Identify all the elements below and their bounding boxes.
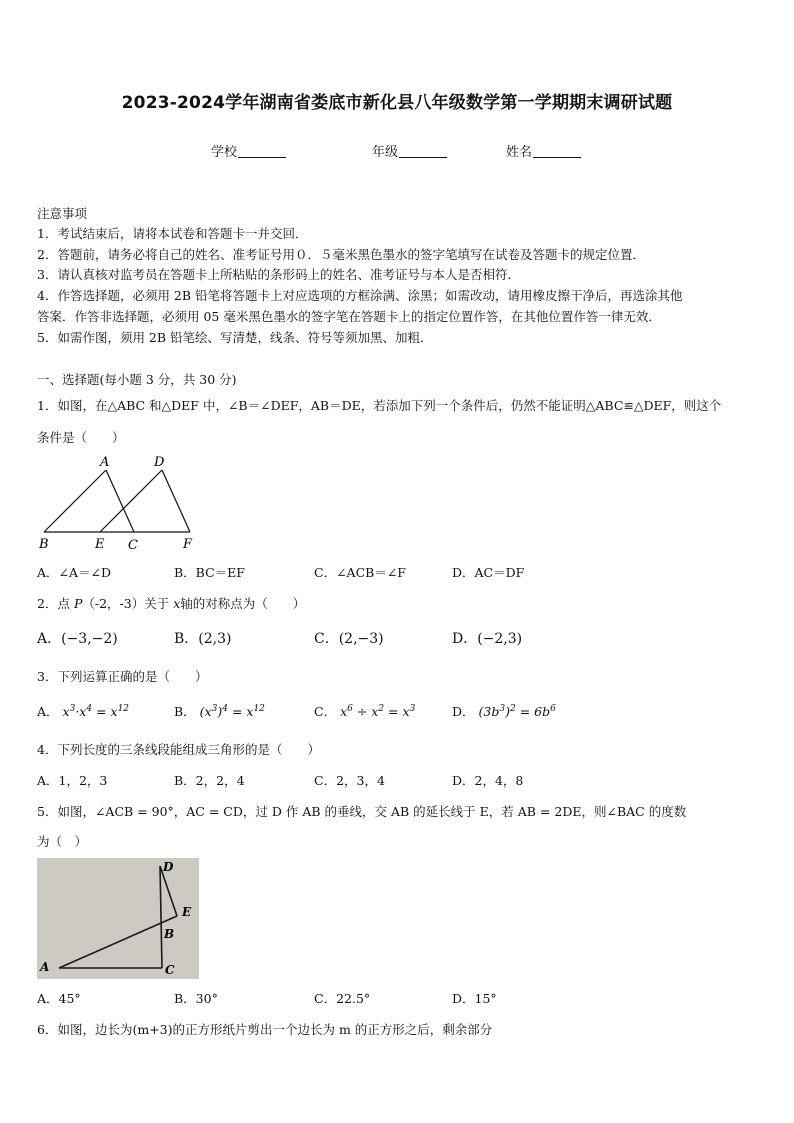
grade-field[interactable]	[372, 141, 447, 160]
option-d[interactable]	[452, 702, 556, 720]
question-5-figure-photo	[37, 858, 199, 979]
option-math: $x^3\cdot x^4 = x^{12}$	[62, 703, 130, 719]
label-d: D	[163, 860, 174, 874]
option-b[interactable]: B．30°	[174, 991, 218, 1006]
q2-axis: x	[173, 596, 181, 611]
school-label: 学校	[211, 145, 238, 160]
option-d[interactable]: D．AC＝DF	[452, 565, 525, 580]
name-label: 姓名	[506, 145, 533, 160]
option-a[interactable]: A．∠A＝∠D	[37, 565, 112, 580]
option-a[interactable]: A．(−3,−2)	[37, 631, 118, 647]
option-letter: C．	[314, 704, 337, 719]
segment-ed	[100, 470, 162, 532]
q2-var-p: P	[73, 596, 83, 611]
school-field[interactable]	[211, 141, 286, 160]
segment-df	[162, 470, 190, 532]
option-d[interactable]: D．(−2,3)	[452, 631, 523, 647]
label-a: A	[40, 960, 50, 974]
school-blank-line	[238, 144, 286, 158]
option-letter: B．	[174, 704, 196, 719]
option-b[interactable]: B．BC＝EF	[174, 565, 245, 580]
label-d: D	[154, 455, 165, 470]
option-a[interactable]: A．1，2，3	[37, 773, 108, 788]
option-letter: D．	[452, 704, 475, 719]
segment-cd	[160, 866, 162, 968]
q2-suffix: 轴的对称点为（ ）	[180, 596, 306, 611]
notice-item: 5．如需作图，须用 2B 铅笔绘、写清楚，线条、符号等须加黑、加粗．	[37, 330, 433, 345]
grade-label: 年级	[372, 145, 399, 160]
option-d[interactable]: D．15°	[452, 991, 497, 1006]
option-a[interactable]: A．45°	[37, 991, 81, 1006]
q2-rest: （-2，-3）关于	[82, 596, 170, 611]
option-c[interactable]: C．(2,−3)	[314, 631, 384, 647]
segment-ba	[44, 470, 106, 532]
label-b: B	[39, 537, 49, 552]
label-f: F	[183, 537, 193, 552]
question-5-stem: 5．如图，∠ACB = 90°，AC = CD，过 D 作 AB 的垂线，交 AB 的延长线于 E，若 AB = 2DE，则∠BAC 的度数	[37, 804, 687, 819]
option-c[interactable]: C．∠ACB＝∠F	[314, 565, 406, 580]
question-2-stem	[37, 594, 305, 612]
label-e: E	[182, 905, 192, 919]
label-e: E	[95, 537, 105, 552]
q2-prefix: 2．点	[37, 596, 70, 611]
section-heading: 一、选择题(每小题 3 分，共 30 分)	[37, 372, 237, 387]
question-1-stem-cont: 条件是（ ）	[37, 430, 125, 445]
label-c: C	[165, 963, 175, 977]
name-blank-line	[533, 144, 581, 158]
segment-ae	[59, 916, 177, 968]
label-a: A	[100, 455, 110, 470]
option-b[interactable]: B．2，2，4	[174, 773, 245, 788]
option-letter: A．	[37, 704, 59, 719]
question-6-stem: 6．如图，边长为(m+3)的正方形纸片剪出一个边长为 m 的正方形之后，剩余部分	[37, 1022, 493, 1037]
notice-item: 1．考试结束后，请将本试卷和答题卡一并交回．	[37, 226, 308, 241]
question-1-figure	[34, 452, 199, 552]
segment-ac	[106, 470, 134, 532]
page-title: 2023-2024学年湖南省娄底市新化县八年级数学第一学期期末调研试题	[121, 93, 673, 113]
label-c: C	[128, 538, 138, 552]
notice-heading: 注意事项	[37, 206, 88, 221]
notice-item: 2．答题前，请务必将自己的姓名、准考证号用０．５毫米黑色墨水的签字笔填写在试卷及答题卡的规定位置．	[37, 247, 645, 262]
option-math: $x^6 \div x^2 = x^3$	[340, 703, 416, 719]
question-3-stem: 3．下列运算正确的是（ ）	[37, 669, 208, 684]
option-b[interactable]: B．(2,3)	[174, 631, 232, 647]
option-c[interactable]: C．2，3，4	[314, 773, 385, 788]
grade-blank-line	[399, 144, 447, 158]
option-math: $(x^3)^4 = x^{12}$	[199, 703, 265, 719]
option-c[interactable]	[314, 702, 415, 720]
option-math: $(3b^3)^2 = 6b^6$	[478, 703, 556, 719]
question-4-stem: 4．下列长度的三条线段能组成三角形的是（ ）	[37, 742, 320, 757]
question-5-stem-cont: 为（ ）	[37, 834, 88, 849]
label-b: B	[164, 927, 175, 941]
option-d[interactable]: D．2，4，8	[452, 773, 524, 788]
notice-item: 答案．作答非选择题，必须用 05 毫米黑色墨水的签字笔在答题卡上的指定位置作答，在其他位置作答一律无效．	[37, 309, 661, 324]
question-1-stem: 1．如图，在△ABC 和△DEF 中，∠B＝∠DEF，AB＝DE，若添加下列一个条件后，仍然不能证明△ABC≌△DEF，则这个	[37, 398, 722, 413]
option-b[interactable]	[174, 702, 265, 720]
name-field[interactable]	[506, 141, 581, 160]
notice-item: 4．作答选择题，必须用 2B 铅笔将答题卡上对应选项的方框涂满、涂黑；如需改动，请用橡皮擦干净后，再选涂其他	[37, 288, 683, 303]
notice-item: 3．请认真核对监考员在答题卡上所粘贴的条形码上的姓名、准考证号与本人是否相符．	[37, 267, 520, 282]
option-a[interactable]	[37, 702, 129, 720]
option-c[interactable]: C．22.5°	[314, 991, 371, 1006]
